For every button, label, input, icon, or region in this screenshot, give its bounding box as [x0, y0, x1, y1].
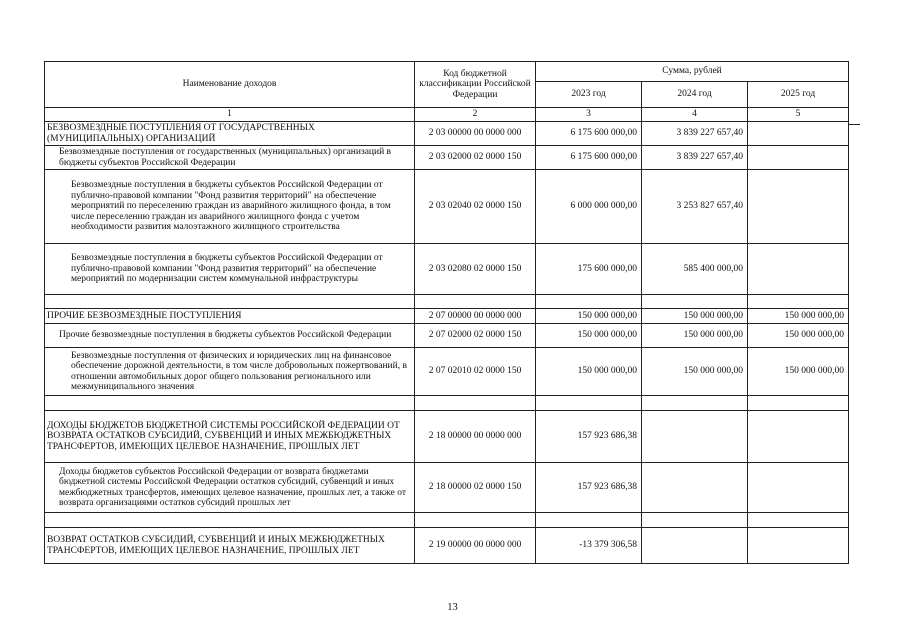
table-row [45, 324, 849, 348]
spacer-row [45, 295, 849, 309]
row-name: Безвозмездные поступления в бюджеты субъектов Российской Федерации от публично-правовой компании "Фонд развития территорий" на обеспечение мероприятий по переселению граждан из аварийного жилищного фонда, в том числе переселению граждан из аварийного жилищного фонда с учетом необходимости развития малоэтажного жилищного строительства [45, 170, 415, 244]
table-rule-extension [848, 124, 860, 125]
table-row [45, 170, 849, 244]
row-2024: 3 839 227 657,40 [642, 122, 748, 146]
row-name: Прочие безвозмездные поступления в бюджеты субъектов Российской Федерации [45, 324, 415, 348]
row-code: 2 18 00000 02 0000 150 [415, 463, 536, 513]
row-code: 2 03 00000 00 0000 000 [415, 122, 536, 146]
row-name: Безвозмездные поступления от государственных (муниципальных) организаций в бюджеты субъектов Российской Федерации [45, 146, 415, 170]
row-code: 2 03 02000 02 0000 150 [415, 146, 536, 170]
table-row [45, 411, 849, 463]
col-num-3: 3 [536, 108, 642, 122]
row-2023: 157 923 686,38 [536, 463, 642, 513]
table-row [45, 528, 849, 564]
col-num-1: 1 [45, 108, 415, 122]
row-2025 [748, 528, 849, 564]
spacer-row [45, 513, 849, 528]
header-year-2025: 2025 год [748, 82, 849, 108]
row-name: Безвозмездные поступления от физических и юридических лиц на финансовое обеспечение дорожной деятельности, в том числе добровольных пожертвований, в отношении автомобильных дорог общего пользования регионального или межмуниципального значения [45, 348, 415, 396]
row-code: 2 03 02080 02 0000 150 [415, 244, 536, 295]
row-2025 [748, 411, 849, 463]
row-2023: 6 000 000 000,00 [536, 170, 642, 244]
row-2024: 150 000 000,00 [642, 309, 748, 324]
row-2025 [748, 170, 849, 244]
row-name: ДОХОДЫ БЮДЖЕТОВ БЮДЖЕТНОЙ СИСТЕМЫ РОССИЙСКОЙ ФЕДЕРАЦИИ ОТ ВОЗВРАТА ОСТАТКОВ СУБСИДИЙ, СУБВЕНЦИЙ И ИНЫХ МЕЖБЮДЖЕТНЫХ ТРАНСФЕРТОВ, ИМЕЮЩИХ ЦЕЛЕВОЕ НАЗНАЧЕНИЕ, ПРОШЛЫХ ЛЕТ [45, 411, 415, 463]
row-2024: 3 839 227 657,40 [642, 146, 748, 170]
row-code: 2 19 00000 00 0000 000 [415, 528, 536, 564]
header-name: Наименование доходов [45, 62, 415, 108]
spacer-row [45, 396, 849, 411]
row-name: БЕЗВОЗМЕЗДНЫЕ ПОСТУПЛЕНИЯ ОТ ГОСУДАРСТВЕННЫХ (МУНИЦИПАЛЬНЫХ) ОРГАНИЗАЦИЙ [45, 122, 415, 146]
header-code: Код бюджетной классификации Российской Федерации [415, 62, 536, 108]
row-2024: 150 000 000,00 [642, 324, 748, 348]
table-row [45, 348, 849, 396]
row-2024: 3 253 827 657,40 [642, 170, 748, 244]
page-number: 13 [447, 602, 458, 613]
row-2023: 150 000 000,00 [536, 324, 642, 348]
row-2025 [748, 122, 849, 146]
row-name: ВОЗВРАТ ОСТАТКОВ СУБСИДИЙ, СУБВЕНЦИЙ И ИНЫХ МЕЖБЮДЖЕТНЫХ ТРАНСФЕРТОВ, ИМЕЮЩИХ ЦЕЛЕВОЕ НАЗНАЧЕНИЕ, ПРОШЛЫХ ЛЕТ [45, 528, 415, 564]
row-2025 [748, 244, 849, 295]
row-2025: 150 000 000,00 [748, 309, 849, 324]
col-num-5: 5 [748, 108, 849, 122]
row-2024: 585 400 000,00 [642, 244, 748, 295]
row-2024 [642, 528, 748, 564]
table-row [45, 244, 849, 295]
row-name: ПРОЧИЕ БЕЗВОЗМЕЗДНЫЕ ПОСТУПЛЕНИЯ [45, 309, 415, 324]
revenue-table [44, 61, 849, 564]
row-2023: 6 175 600 000,00 [536, 146, 642, 170]
header-year-2024: 2024 год [642, 82, 748, 108]
row-code: 2 07 02000 02 0000 150 [415, 324, 536, 348]
table-row [45, 309, 849, 324]
col-num-4: 4 [642, 108, 748, 122]
row-code: 2 07 02010 02 0000 150 [415, 348, 536, 396]
row-code: 2 03 02040 02 0000 150 [415, 170, 536, 244]
row-2023: 6 175 600 000,00 [536, 122, 642, 146]
header-sum: Сумма, рублей [536, 62, 849, 82]
row-2025: 150 000 000,00 [748, 348, 849, 396]
row-code: 2 18 00000 00 0000 000 [415, 411, 536, 463]
row-2024 [642, 411, 748, 463]
row-2023: 157 923 686,38 [536, 411, 642, 463]
row-2023: -13 379 306,58 [536, 528, 642, 564]
row-2025: 150 000 000,00 [748, 324, 849, 348]
table-row [45, 463, 849, 513]
row-2024: 150 000 000,00 [642, 348, 748, 396]
row-name: Безвозмездные поступления в бюджеты субъектов Российской Федерации от публично-правовой компании "Фонд развития территорий" на обеспечение мероприятий по модернизации систем коммунальной инфраструктуры [45, 244, 415, 295]
col-num-2: 2 [415, 108, 536, 122]
row-2023: 175 600 000,00 [536, 244, 642, 295]
header-year-2023: 2023 год [536, 82, 642, 108]
row-code: 2 07 00000 00 0000 000 [415, 309, 536, 324]
row-2025 [748, 463, 849, 513]
table-row [45, 146, 849, 170]
table-row [45, 122, 849, 146]
row-name: Доходы бюджетов субъектов Российской Федерации от возврата бюджетами бюджетной системы Российской Федерации остатков субсидий, субвенций и иных межбюджетных трансфертов, имеющих целевое назначение, прошлых лет, а также от возврата организациями остатков субсидий прошлых лет [45, 463, 415, 513]
row-2024 [642, 463, 748, 513]
row-2025 [748, 146, 849, 170]
row-2023: 150 000 000,00 [536, 348, 642, 396]
row-2023: 150 000 000,00 [536, 309, 642, 324]
